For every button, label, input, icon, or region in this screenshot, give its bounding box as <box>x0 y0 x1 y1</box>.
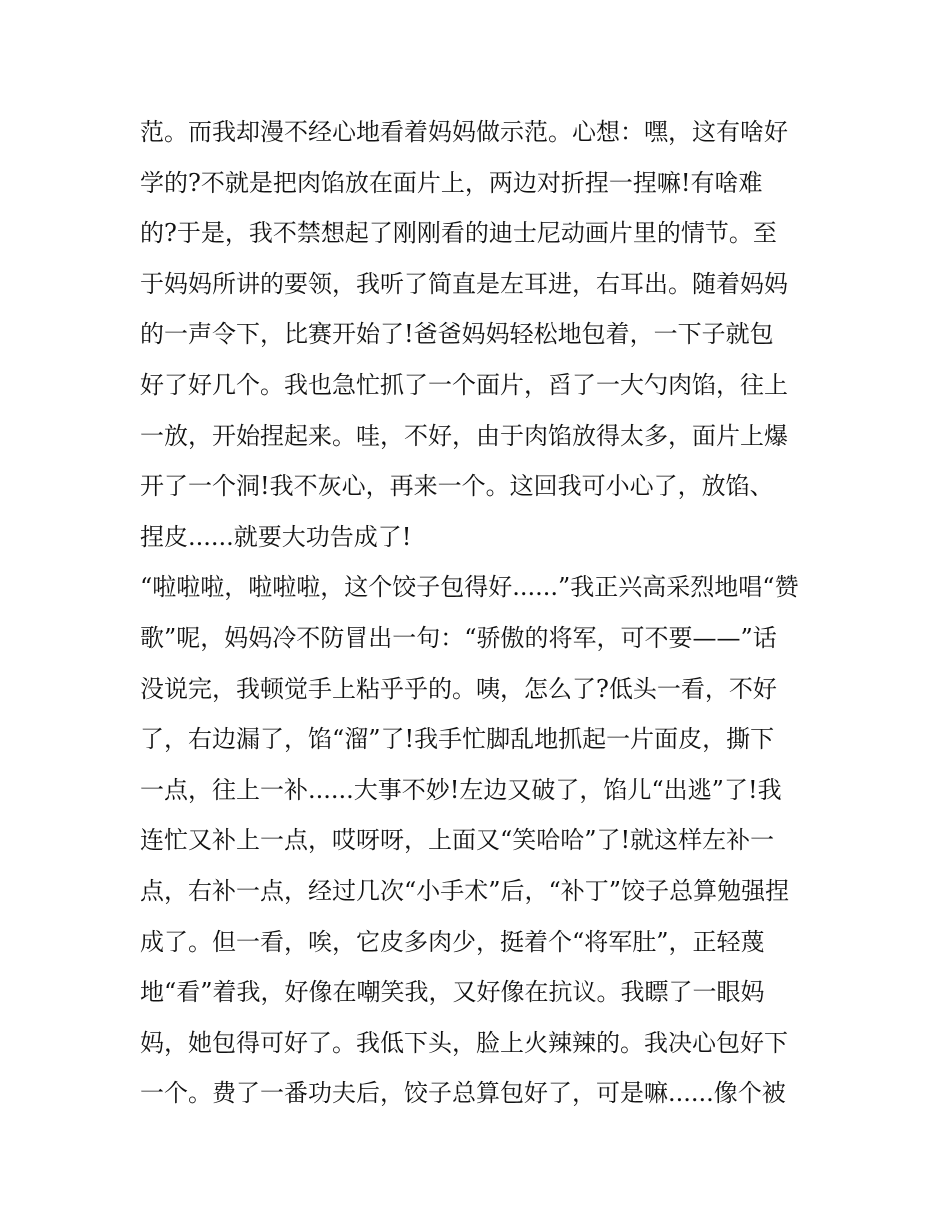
text-line: 范。而我却漫不经心地看着妈妈做示范。心想：嘿，这有啥好 <box>140 118 788 146</box>
text-line: 捏皮......就要大功告成了! <box>140 522 412 551</box>
text-line: 地“看”着我，好像在嘲笑我，又好像在抗议。我瞟了一眼妈 <box>140 978 765 1007</box>
text-line: “啦啦啦，啦啦啦，这个饺子包得好......”我正兴高采烈地唱“赞 <box>140 573 799 602</box>
text-line: 没说完，我顿觉手上粘乎乎的。咦，怎么了?低头一看，不好 <box>140 674 777 703</box>
text-line: 一点，往上一补......大事不妙!左边又破了，馅儿“出逃”了!我 <box>140 775 782 804</box>
text-line: 好了好几个。我也急忙抓了一个面片，舀了一大勺肉馅，往上 <box>140 370 788 399</box>
text-line: 开了一个洞!我不灰心，再来一个。这回我可小心了，放馅、 <box>140 472 774 501</box>
text-line: 成了。但一看，唉，它皮多肉少，挺着个“将军肚”，正轻蔑 <box>140 927 765 956</box>
text-line: 于妈妈所讲的要领，我听了简直是左耳进，右耳出。随着妈妈 <box>140 269 788 298</box>
text-line: 歌”呢，妈妈冷不防冒出一句：“骄傲的将军，可不要——”话 <box>140 623 777 652</box>
text-line: 的?于是，我不禁想起了刚刚看的迪士尼动画片里的情节。至 <box>140 219 777 248</box>
body-text <box>140 107 820 1119</box>
text-line: 学的?不就是把肉馅放在面片上，两边对折捏一捏嘛!有啥难 <box>140 168 763 197</box>
text-line: 连忙又补上一点，哎呀呀，上面又“笑哈哈”了!就这样左补一 <box>140 826 775 855</box>
text-line: 妈，她包得可好了。我低下头，脸上火辣辣的。我决心包好下 <box>140 1028 788 1057</box>
text-line: 的一声令下，比赛开始了!爸爸妈妈轻松地包着，一下子就包 <box>140 320 774 349</box>
text-line: 一放，开始捏起来。哇，不好，由于肉馅放得太多，面片上爆 <box>140 421 788 450</box>
text-line: 一个。费了一番功夫后，饺子总算包好了，可是嘛......像个被 <box>140 1079 786 1108</box>
text-line: 了，右边漏了，馅“溜”了!我手忙脚乱地抓起一片面皮，撕下 <box>140 725 775 754</box>
text-line: 点，右补一点，经过几次“小手术”后，“补丁”饺子总算勉强捏 <box>140 876 790 905</box>
